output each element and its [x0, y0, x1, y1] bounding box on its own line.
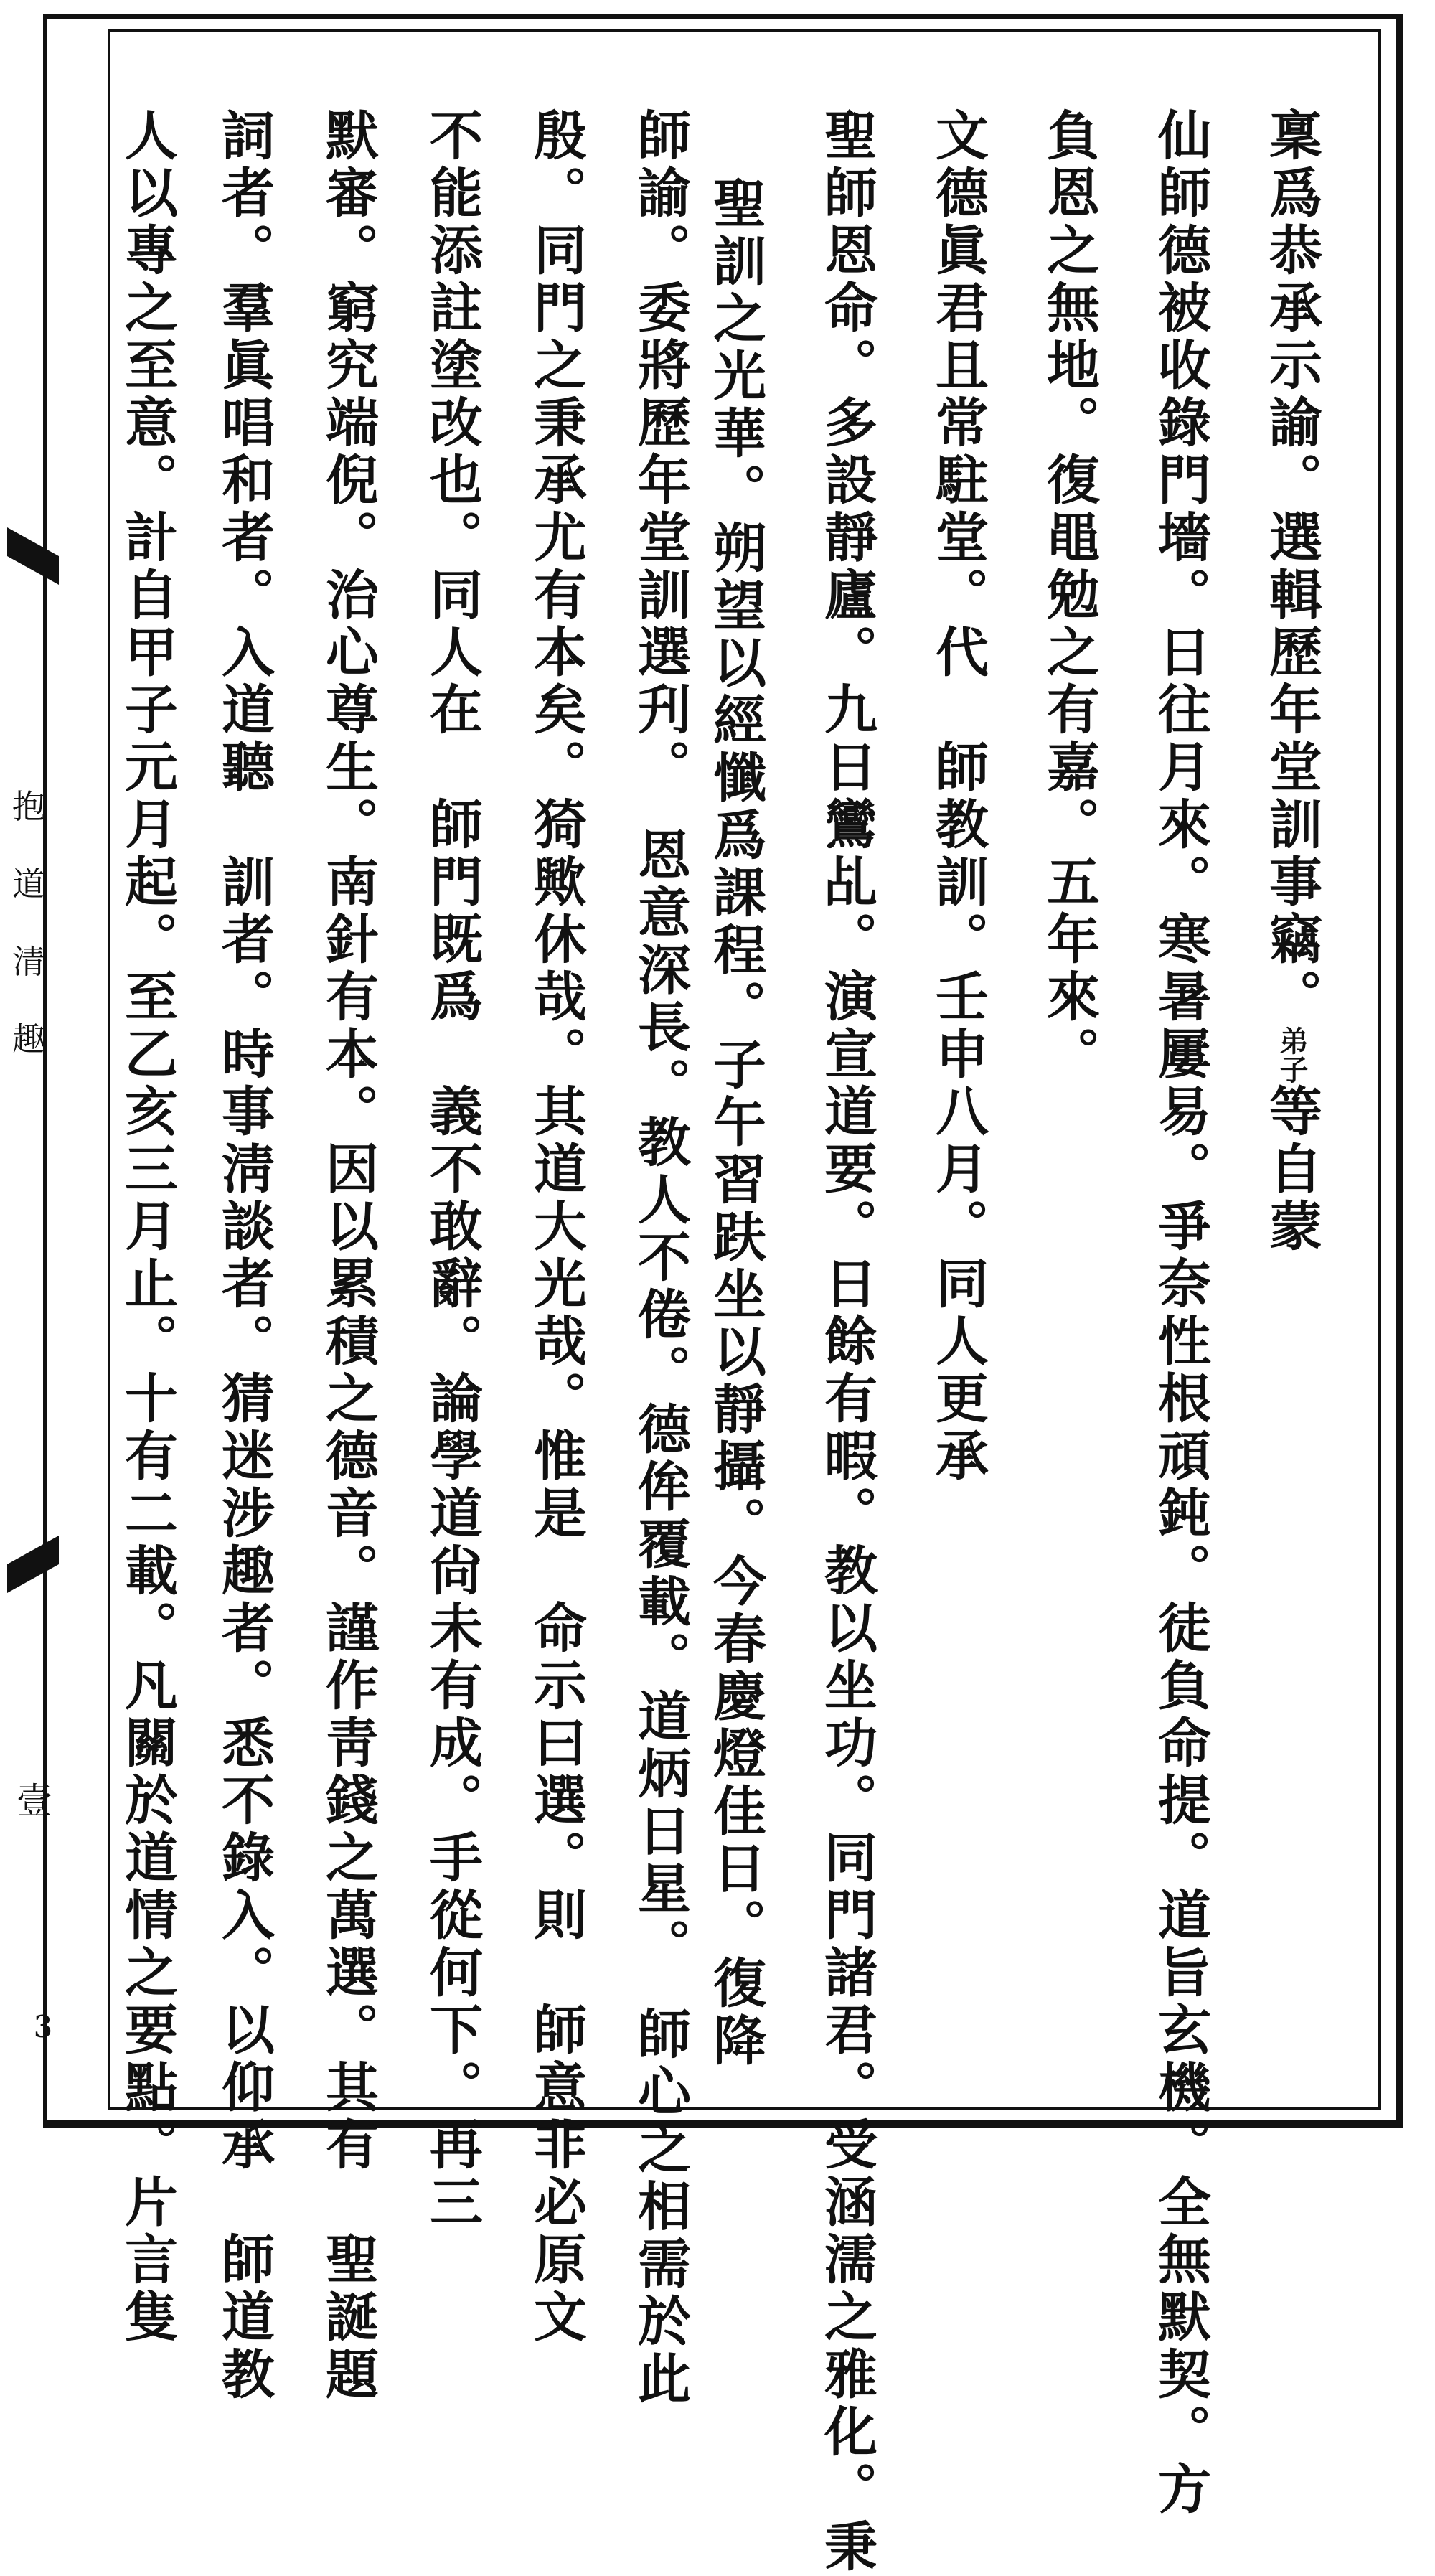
text-column-10: 默審。窮究端倪。治心尊生。南針有本。因以累積之德音。謹作靑錢之萬選。其有 聖誕題	[317, 108, 379, 2404]
text-column-8: 殷。同門之秉承尤有本矣。猗歟休哉。其道大光哉。惟是 命示曰選。則 師意非必原文	[525, 108, 587, 2346]
margin-title	[0, 768, 57, 1078]
margin-title-char: 道	[12, 865, 45, 903]
text-column-1-main: 稟爲恭承示諭。選輯歷年堂訓事竊。	[1261, 108, 1322, 1026]
text-column-11: 詞者。羣眞唱和者。入道聽 訓者。時事淸談者。猜迷涉趣者。悉不錄入。以仰承 師道教	[213, 108, 275, 2404]
fish-tail-top-icon	[7, 527, 59, 585]
text-column-1	[1259, 108, 1324, 1256]
margin-title-char: 抱	[12, 787, 45, 826]
margin-column	[0, 0, 108, 2153]
text-column-5: 聖師恩命。多設靜廬。九日鸞乩。演宣道要。日餘有暇。教以坐功。同門諸君。受涵濡之雅化。秉	[816, 108, 878, 2576]
text-column-9: 不能添註塗改也。同人在 師門既爲 義不敢辭。論學道尙未有成。手從何下。再三	[421, 108, 483, 2232]
text-column-7: 師諭。委將歷年堂訓選刋。 恩意深長。教人不倦。德侔覆載。道炳日星。 師心之相需於此	[629, 108, 691, 2408]
page-number: 3	[33, 2009, 53, 2044]
text-column-3: 負恩之無地。復黽勉之有嘉。五年來。	[1038, 108, 1100, 1083]
fish-tail-bottom-icon	[7, 1536, 59, 1593]
text-column-4: 文德眞君且常駐堂。代 師教訓。壬申八月。同人更承	[927, 108, 989, 1485]
small-note: 弟子	[1275, 1026, 1309, 1083]
text-column-2: 仙師德被收錄門墻。日往月來。寒暑屢易。爭奈性根頑鈍。徒負命提。道旨玄機。全無默契。方	[1149, 108, 1211, 2519]
margin-title-char: 趣	[12, 1020, 45, 1058]
text-column-12: 人以專之至意。計自甲子元月起。至乙亥三月止。十有二載。凡關於道情之要點。片言隻	[116, 108, 178, 2346]
text-column-6: 聖訓之光華。朔望以經懺爲課程。子午習趺坐以靜攝。今春慶燈佳日。復降	[705, 176, 766, 2070]
text-column-1-tail: 等自蒙	[1261, 1083, 1322, 1256]
folio-number: 壹	[17, 1780, 52, 1822]
margin-title-char: 清	[12, 942, 45, 981]
